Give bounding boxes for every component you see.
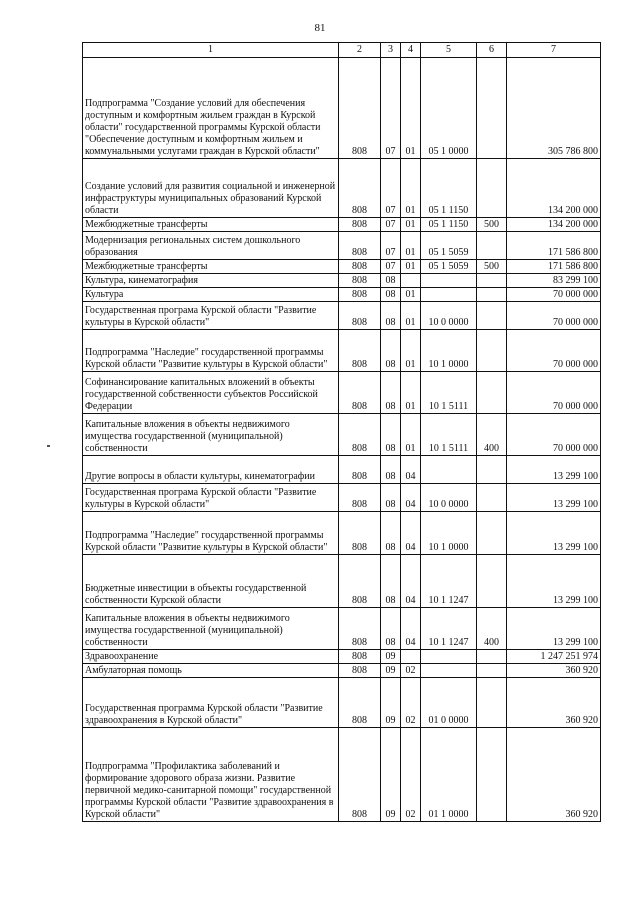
row-name-cell: Другие вопросы в области культуры, кинематографии — [83, 456, 339, 484]
row-col-2-cell: 808 — [339, 372, 381, 414]
row-col-7-cell: 360 920 — [507, 664, 601, 678]
row-col-3-cell: 07 — [381, 218, 401, 232]
row-col-6-cell: 500 — [477, 260, 507, 274]
row-name-cell: Культура, кинематография — [83, 274, 339, 288]
row-col-4-cell: 04 — [401, 484, 421, 512]
row-col-6-cell: 400 — [477, 414, 507, 456]
row-col-4-cell: 04 — [401, 555, 421, 608]
row-col-4-cell: 01 — [401, 159, 421, 218]
row-col-4-cell: 04 — [401, 512, 421, 555]
row-col-6-cell — [477, 650, 507, 664]
row-col-3-cell: 07 — [381, 232, 401, 260]
row-col-5-cell — [421, 664, 477, 678]
row-col-7-cell: 70 000 000 — [507, 372, 601, 414]
row-col-4-cell: 01 — [401, 302, 421, 330]
row-col-6-cell — [477, 288, 507, 302]
row-col-3-cell: 08 — [381, 274, 401, 288]
row-col-4-cell: 01 — [401, 330, 421, 372]
table-row — [83, 512, 601, 555]
row-col-4-cell: 01 — [401, 58, 421, 159]
row-name-cell: Здравоохранение — [83, 650, 339, 664]
table-row — [83, 664, 601, 678]
scan-artifact — [47, 445, 50, 447]
row-col-3-cell: 08 — [381, 608, 401, 650]
row-col-7-cell: 171 586 800 — [507, 260, 601, 274]
row-col-4-cell: 01 — [401, 218, 421, 232]
row-name-cell: Капитальные вложения в объекты недвижимого имущества государственной (муниципальной) собственности — [83, 608, 339, 650]
row-col-2-cell: 808 — [339, 664, 381, 678]
row-col-7-cell: 70 000 000 — [507, 414, 601, 456]
row-col-5-cell: 05 1 1150 — [421, 159, 477, 218]
row-col-6-cell — [477, 372, 507, 414]
row-col-2-cell: 808 — [339, 260, 381, 274]
row-col-6-cell — [477, 664, 507, 678]
row-col-2-cell: 808 — [339, 218, 381, 232]
row-col-6-cell — [477, 456, 507, 484]
row-col-7-cell: 13 299 100 — [507, 608, 601, 650]
row-col-2-cell: 808 — [339, 650, 381, 664]
row-name-cell: Подпрограмма "Наследие" государственной программы Курской области "Развитие культуры в Курской области" — [83, 330, 339, 372]
table-row — [83, 484, 601, 512]
row-col-4-cell: 01 — [401, 260, 421, 274]
row-col-3-cell: 09 — [381, 664, 401, 678]
row-col-7-cell: 134 200 000 — [507, 218, 601, 232]
row-name-cell: Государственная програма Курской области "Развитие культуры в Курской области" — [83, 484, 339, 512]
row-col-7-cell: 13 299 100 — [507, 512, 601, 555]
row-col-4-cell: 01 — [401, 372, 421, 414]
row-col-5-cell: 01 0 0000 — [421, 678, 477, 728]
row-name-cell: Государственная програма Курской области "Развитие культуры в Курской области" — [83, 302, 339, 330]
table-row — [83, 302, 601, 330]
row-col-2-cell: 808 — [339, 288, 381, 302]
row-col-4-cell — [401, 274, 421, 288]
row-col-5-cell — [421, 274, 477, 288]
header-col-6: 6 — [477, 43, 507, 58]
header-col-4: 4 — [401, 43, 421, 58]
row-col-7-cell: 13 299 100 — [507, 555, 601, 608]
table-row — [83, 372, 601, 414]
row-col-7-cell: 13 299 100 — [507, 484, 601, 512]
row-col-7-cell: 70 000 000 — [507, 288, 601, 302]
row-col-6-cell — [477, 330, 507, 372]
table-row — [83, 58, 601, 159]
row-name-cell: Межбюджетные трансферты — [83, 260, 339, 274]
row-col-5-cell — [421, 288, 477, 302]
row-name-cell: Капитальные вложения в объекты недвижимого имущества государственной (муниципальной) собственности — [83, 414, 339, 456]
budget-table — [82, 42, 601, 822]
table-row — [83, 456, 601, 484]
table-row — [83, 260, 601, 274]
row-col-3-cell: 08 — [381, 484, 401, 512]
table-row — [83, 330, 601, 372]
row-col-4-cell: 02 — [401, 728, 421, 822]
row-name-cell: Подпрограмма "Создание условий для обеспечения доступным и комфортным жильем граждан в Курской области" государственной программы Курской области "Обеспечение доступным и комфортным жильем и коммунальными услугами граждан в Курской области" — [83, 58, 339, 159]
row-col-6-cell — [477, 274, 507, 288]
row-col-4-cell: 02 — [401, 664, 421, 678]
row-col-4-cell: 01 — [401, 288, 421, 302]
row-col-6-cell — [477, 484, 507, 512]
row-col-4-cell: 02 — [401, 678, 421, 728]
row-col-2-cell: 808 — [339, 159, 381, 218]
row-col-3-cell: 09 — [381, 650, 401, 664]
row-col-3-cell: 08 — [381, 512, 401, 555]
row-col-2-cell: 808 — [339, 274, 381, 288]
row-col-6-cell — [477, 159, 507, 218]
row-col-5-cell: 10 1 1247 — [421, 608, 477, 650]
row-col-3-cell: 08 — [381, 414, 401, 456]
row-col-3-cell: 07 — [381, 58, 401, 159]
row-col-6-cell: 500 — [477, 218, 507, 232]
row-col-4-cell — [401, 650, 421, 664]
row-name-cell: Межбюджетные трансферты — [83, 218, 339, 232]
row-col-2-cell: 808 — [339, 678, 381, 728]
row-col-3-cell: 07 — [381, 260, 401, 274]
row-col-5-cell — [421, 456, 477, 484]
row-col-5-cell: 05 1 0000 — [421, 58, 477, 159]
table-row — [83, 288, 601, 302]
row-name-cell: Создание условий для развития социальной и инженерной инфраструктуры муниципальных образований Курской области — [83, 159, 339, 218]
row-col-5-cell: 10 0 0000 — [421, 302, 477, 330]
table-header-row — [83, 43, 601, 58]
row-col-3-cell: 08 — [381, 302, 401, 330]
row-col-2-cell: 808 — [339, 608, 381, 650]
row-name-cell: Культура — [83, 288, 339, 302]
table-row — [83, 414, 601, 456]
row-col-7-cell: 83 299 100 — [507, 274, 601, 288]
row-col-5-cell — [421, 650, 477, 664]
row-col-6-cell — [477, 678, 507, 728]
row-col-2-cell: 808 — [339, 512, 381, 555]
row-col-7-cell: 134 200 000 — [507, 159, 601, 218]
header-col-1: 1 — [83, 43, 339, 58]
row-col-2-cell: 808 — [339, 484, 381, 512]
row-name-cell: Амбулаторная помощь — [83, 664, 339, 678]
table-row — [83, 218, 601, 232]
header-col-7: 7 — [507, 43, 601, 58]
table-row — [83, 159, 601, 218]
row-col-4-cell: 04 — [401, 456, 421, 484]
row-col-6-cell — [477, 555, 507, 608]
row-col-2-cell: 808 — [339, 728, 381, 822]
row-col-5-cell: 10 0 0000 — [421, 484, 477, 512]
row-col-7-cell: 360 920 — [507, 678, 601, 728]
row-name-cell: Государственная программа Курской области "Развитие здравоохранения в Курской области" — [83, 678, 339, 728]
row-col-2-cell: 808 — [339, 58, 381, 159]
header-col-2: 2 — [339, 43, 381, 58]
row-col-6-cell: 400 — [477, 608, 507, 650]
row-name-cell: Модернизация региональных систем дошкольного образования — [83, 232, 339, 260]
row-col-6-cell — [477, 58, 507, 159]
row-col-5-cell: 10 1 0000 — [421, 512, 477, 555]
table-row — [83, 274, 601, 288]
row-col-7-cell: 305 786 800 — [507, 58, 601, 159]
row-col-2-cell: 808 — [339, 232, 381, 260]
row-col-2-cell: 808 — [339, 330, 381, 372]
row-col-5-cell: 05 1 5059 — [421, 260, 477, 274]
row-col-3-cell: 08 — [381, 288, 401, 302]
row-name-cell: Бюджетные инвестиции в объекты государственной собственности Курской области — [83, 555, 339, 608]
row-col-2-cell: 808 — [339, 414, 381, 456]
row-col-2-cell: 808 — [339, 456, 381, 484]
row-col-6-cell — [477, 512, 507, 555]
row-col-7-cell: 1 247 251 974 — [507, 650, 601, 664]
row-col-5-cell: 05 1 5059 — [421, 232, 477, 260]
row-col-5-cell: 05 1 1150 — [421, 218, 477, 232]
table-row — [83, 728, 601, 822]
row-col-4-cell: 01 — [401, 232, 421, 260]
row-col-2-cell: 808 — [339, 555, 381, 608]
row-col-7-cell: 70 000 000 — [507, 330, 601, 372]
row-col-3-cell: 08 — [381, 456, 401, 484]
row-col-5-cell: 01 1 0000 — [421, 728, 477, 822]
header-col-5: 5 — [421, 43, 477, 58]
table-row — [83, 555, 601, 608]
header-col-3: 3 — [381, 43, 401, 58]
row-col-3-cell: 08 — [381, 330, 401, 372]
row-col-5-cell: 10 1 5111 — [421, 372, 477, 414]
row-col-7-cell: 171 586 800 — [507, 232, 601, 260]
row-name-cell: Подпрограмма "Профилактика заболеваний и формирование здорового образа жизни. Развитие первичной медико-санитарной помощи" государственной программы Курской области "Развитие здравоохранения в Курской области" — [83, 728, 339, 822]
row-col-5-cell: 10 1 0000 — [421, 330, 477, 372]
table-row — [83, 608, 601, 650]
row-col-7-cell: 360 920 — [507, 728, 601, 822]
row-col-4-cell: 04 — [401, 608, 421, 650]
row-col-7-cell: 70 000 000 — [507, 302, 601, 330]
row-col-3-cell: 07 — [381, 159, 401, 218]
row-col-3-cell: 09 — [381, 678, 401, 728]
row-col-6-cell — [477, 232, 507, 260]
row-col-3-cell: 09 — [381, 728, 401, 822]
row-col-7-cell: 13 299 100 — [507, 456, 601, 484]
table-row — [83, 232, 601, 260]
row-col-2-cell: 808 — [339, 302, 381, 330]
row-col-6-cell — [477, 302, 507, 330]
table-row — [83, 650, 601, 664]
row-col-5-cell: 10 1 5111 — [421, 414, 477, 456]
row-col-6-cell — [477, 728, 507, 822]
row-col-4-cell: 01 — [401, 414, 421, 456]
row-col-5-cell: 10 1 1247 — [421, 555, 477, 608]
row-col-3-cell: 08 — [381, 372, 401, 414]
row-name-cell: Софинансирование капитальных вложений в объекты государственной собственности субъектов Российской Федерации — [83, 372, 339, 414]
page-number: 81 — [314, 22, 326, 34]
row-name-cell: Подпрограмма "Наследие" государственной программы Курской области "Развитие культуры в Курской области" — [83, 512, 339, 555]
table-row — [83, 678, 601, 728]
row-col-3-cell: 08 — [381, 555, 401, 608]
